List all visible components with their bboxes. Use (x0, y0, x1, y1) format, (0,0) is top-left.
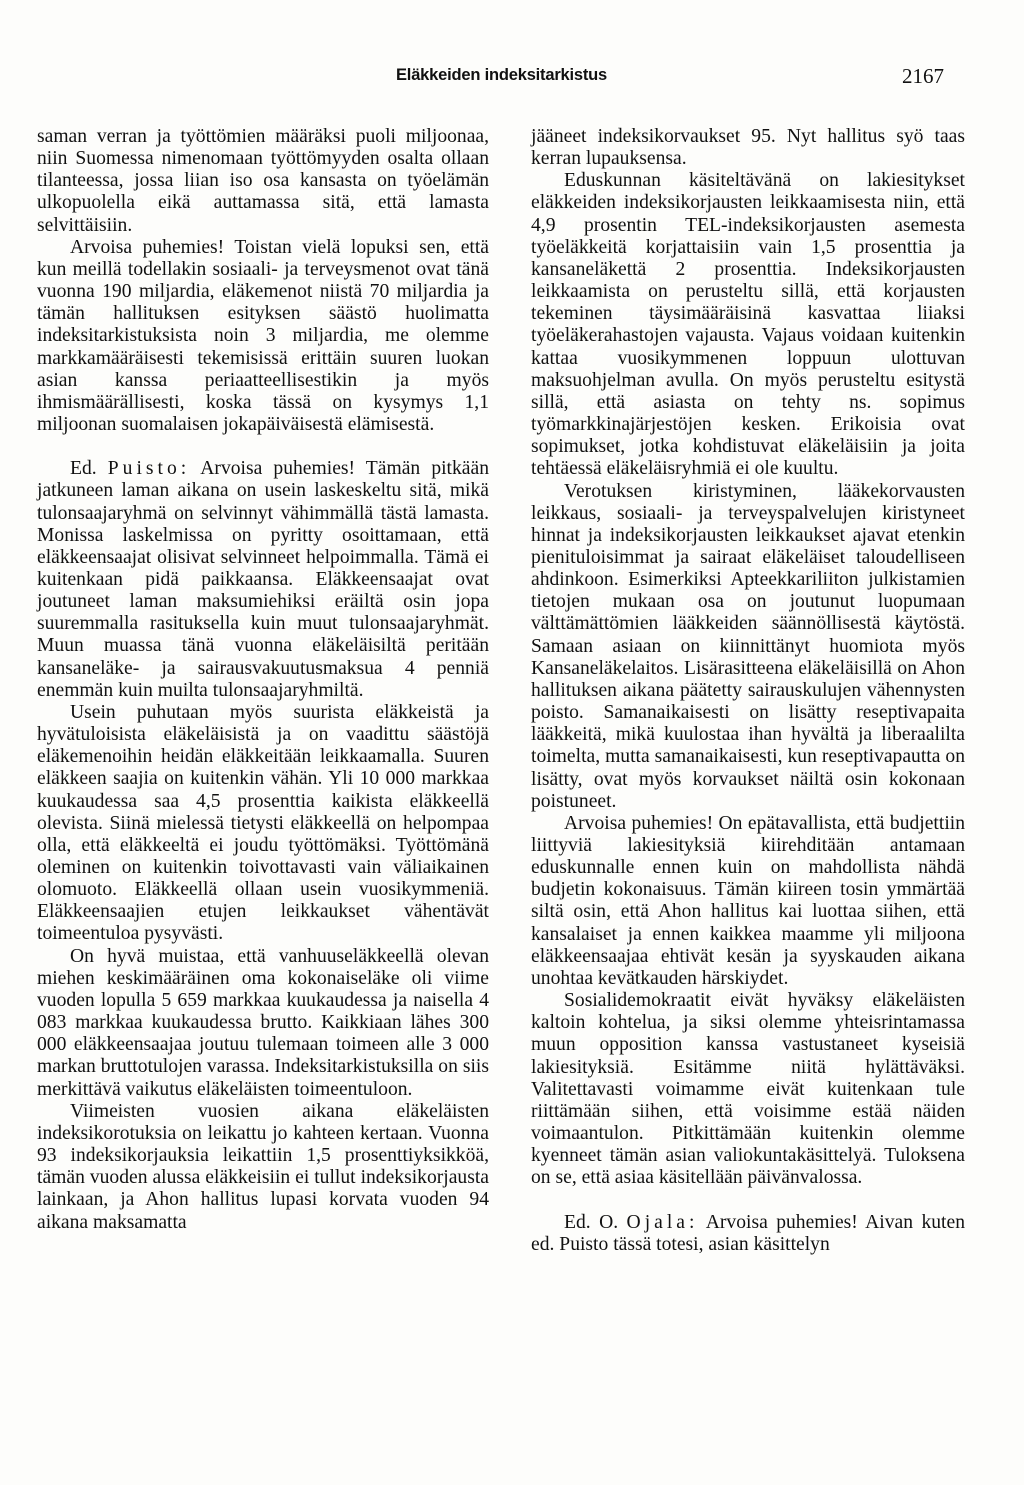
section-gap (37, 436, 489, 458)
paragraph: Sosialidemokraatit eivät hyväksy eläkeläisten kaltoin kohtelua, ja siksi olemme yhteisrintamassa muun opposition kanssa vastustaneet kyseisiä lakiesityksiä. Esitämme niitä hylättäväksi. Valitettavasti voimamme eivät kuitenkaan tule riittämään siihen, että voisimme estää näiden voimaantulon. Pitkittämään kuitenkin olemme kyenneet tämän asian valiokuntakäsittelyä. Tuloksena on se, että asiaa käsitellään päivänvalossa. (531, 990, 965, 1189)
speech-text: Arvoisa puhemies! Aivan kuten ed. Puisto tässä totesi, asian käsittelyn (531, 1211, 965, 1255)
page-number: 2167 (902, 64, 944, 88)
paragraph: jääneet indeksikorvaukset 95. Nyt hallitus syö taas kerran lupauksensa. (531, 126, 965, 170)
page-header (0, 64, 1024, 94)
paragraph: Arvoisa puhemies! Toistan vielä lopuksi sen, että kun meillä todellakin sosiaali- ja terveysmenot ovat tänä vuonna 190 miljardia, eläkemenot niistä 70 miljardia ja tämän hallituksen esityksen säästö huolimatta indeksitarkistuksista noin 3 miljardia, me olemme markkamääräisesti tekemisissä erittäin suuren luokan asian kanssa periaatteellisestikin ja myös ihmismäärällisesti, koska tässä on kysymys 1,1 miljoonan suomalaisen jokapäiväisestä elämisestä. (37, 236, 489, 436)
paragraph: Verotuksen kiristyminen, lääkekorvausten leikkaus, sosiaali- ja terveyspalvelujen kiristyneet hinnat ja indeksikorjausten leikkaukset ajavat etenkin pienituloisimmat ja sairaat eläkeläiset taloudelliseen ahdinkoon. Esimerkiksi Apteekkariliiton julkistamien tietojen mukaan osa on joutunut luopumaan välttämättömien lääkkeiden säännöllisestä käytöstä. Samaan asiaan on kiinnittänyt huomiota myös Kansaneläkelaitos. Lisärasitteena eläkeläisillä on Ahon hallituksen aikana päätetty sairauskulujen vähennysten poisto. Samanaikaisesti on lisätty reseptivapaita lääkkeitä, mikä kuulostaa ihan hyvältä ja liberaalilta toimelta, mutta samanaikaisesti, kun reseptivapautta on lisätty, ovat myös korvaukset näiltä osin kokonaan poistuneet. (531, 480, 965, 812)
left-column (37, 126, 489, 1234)
speaker-name: Ojala: (626, 1211, 699, 1233)
paragraph: Eduskunnan käsiteltävänä on lakiesitykset eläkkeiden indeksikorjausten leikkaamisesta niin, että 4,9 prosentin TEL-indeksikorjausten asemesta työeläkkeitä korjattaisiin vain 1,5 prosenttia ja kansaneläkettä 2 prosenttia. Indeksikorjausten leikkaamista on perusteltu sillä, että korjausten tekeminen täysimääräisinä kasvattaa liiaksi työeläkerahastojen vajausta. Vajaus voidaan kuitenkin kattaa vuosikymmenen loppuun ulottuvan maksuohjelman avulla. On myös perusteltu esitystä sillä, että asiasta on tehty ns. sopimus työmarkkinajärjestöjen kesken. Erikoisia ovat sopimukset, jotka kohdistuvat eläkeläisiin ja joita tehtäessä eläkeläisryhmiä ei ole kuultu. (531, 170, 965, 480)
paragraph: Arvoisa puhemies! On epätavallista, että budjettiin liittyviä lakiesityksiä kiirehditään antamaan eduskunnalle ennen kuin on mahdollista nähdä budjetin kokonaisuus. Tämän kiireen tosin ymmärtää siltä osin, että Ahon hallitus kai luottaa siihen, että kansalaiset ja ennen kaikkea maamme yli miljoona eläkkeensaajaa ehtivät kesän ja syyskauden aikana unohtaa kevätkauden härskiydet. (531, 812, 965, 989)
speaker-paragraph (37, 458, 489, 702)
speaker-prefix: Ed. O. (564, 1211, 627, 1233)
paragraph: On hyvä muistaa, että vanhuuseläkkeellä olevan miehen keskimääräinen oma kokonaiseläke oli viime vuoden lopulla 5 659 markkaa kuukaudessa ja naisella 4 083 markkaa kuukaudessa brutto. Kaikkiaan lähes 300 000 eläkkeensaajaa joutuu tulemaan toimeen alle 3 000 markan bruttotulojen varassa. Indeksitarkistuksilla on siis merkittävä vaikutus eläkeläisten toimeentuloon. (37, 945, 489, 1100)
speaker-prefix: Ed. (70, 458, 108, 480)
speech-text: Arvoisa puhemies! Tämän pitkään jatkuneen laman aikana on usein laskeskeltu sitä, mikä tulonsaajaryhmä on selvinnyt vähimmällä tästä lamasta. Monissa laskelmissa on pyritty osoittamaan, että eläkkeensaajat olisivat selvinneet helpoimmalla. Tämä ei kuitenkaan pidä paikkaansa. Eläkkeensaajat ovat joutuneet laman maksumiehiksi eräiltä osin jopa suuremmalla rasituksella kuin muut tulonsaajaryhmät. Muun muassa tänä vuonna eläkeläisiltä peritään kansaneläke- ja sairausvakuutusmaksua 4 penniä enemmän kuin muilta tulonsaajaryhmiltä. (37, 458, 489, 701)
paragraph: Usein puhutaan myös suurista eläkkeistä ja hyvätuloisista eläkeläisistä ja on vaadittu säästöjä eläkemenoihin heidän eläkkeitään leikkaamalla. Suuren eläkkeen saajia on kuitenkin vähän. Yli 10 000 markkaa kuukaudessa saa 4,5 prosenttia kaikista eläkkeellä olevista. Siinä mielessä tietysti eläkkeellä on helpompaa olla, että eläkkeeltä ei joudu työttömäksi. Työttömänä oleminen on kuitenkin toivottavasti vain väliaikainen olomuoto. Eläkkeellä ollaan usein vuosikymmeniä. Eläkkeensaajien etujen leikkaukset vähentävät toimeentuloa pysyvästi. (37, 701, 489, 945)
paragraph: Viimeisten vuosien aikana eläkeläisten indeksikorotuksia on leikattu jo kahteen kertaan. Vuonna 93 indeksikorjauksia leikattiin 1,5 prosenttiyksikköä, tämän vuoden alussa eläkkeisiin ei tullut indeksikorjausta lainkaan, ja Ahon hallitus lupasi korvata vuoden 94 aikana maksamatta (37, 1100, 489, 1233)
section-gap (531, 1190, 965, 1212)
paragraph: saman verran ja työttömien määräksi puoli miljoonaa, niin Suomessa nimenomaan työttömyyden osalta ollaan tilanteessa, jossa liian iso osa kansasta on työelämän ulkopuolella eikä auttamassa sitä, että lamasta selvittäisiin. (37, 126, 489, 236)
speaker-paragraph (531, 1212, 965, 1256)
right-column (531, 126, 965, 1256)
speaker-name: Puisto: (107, 458, 191, 480)
running-title: Eläkkeiden indeksitarkistus (396, 66, 608, 84)
